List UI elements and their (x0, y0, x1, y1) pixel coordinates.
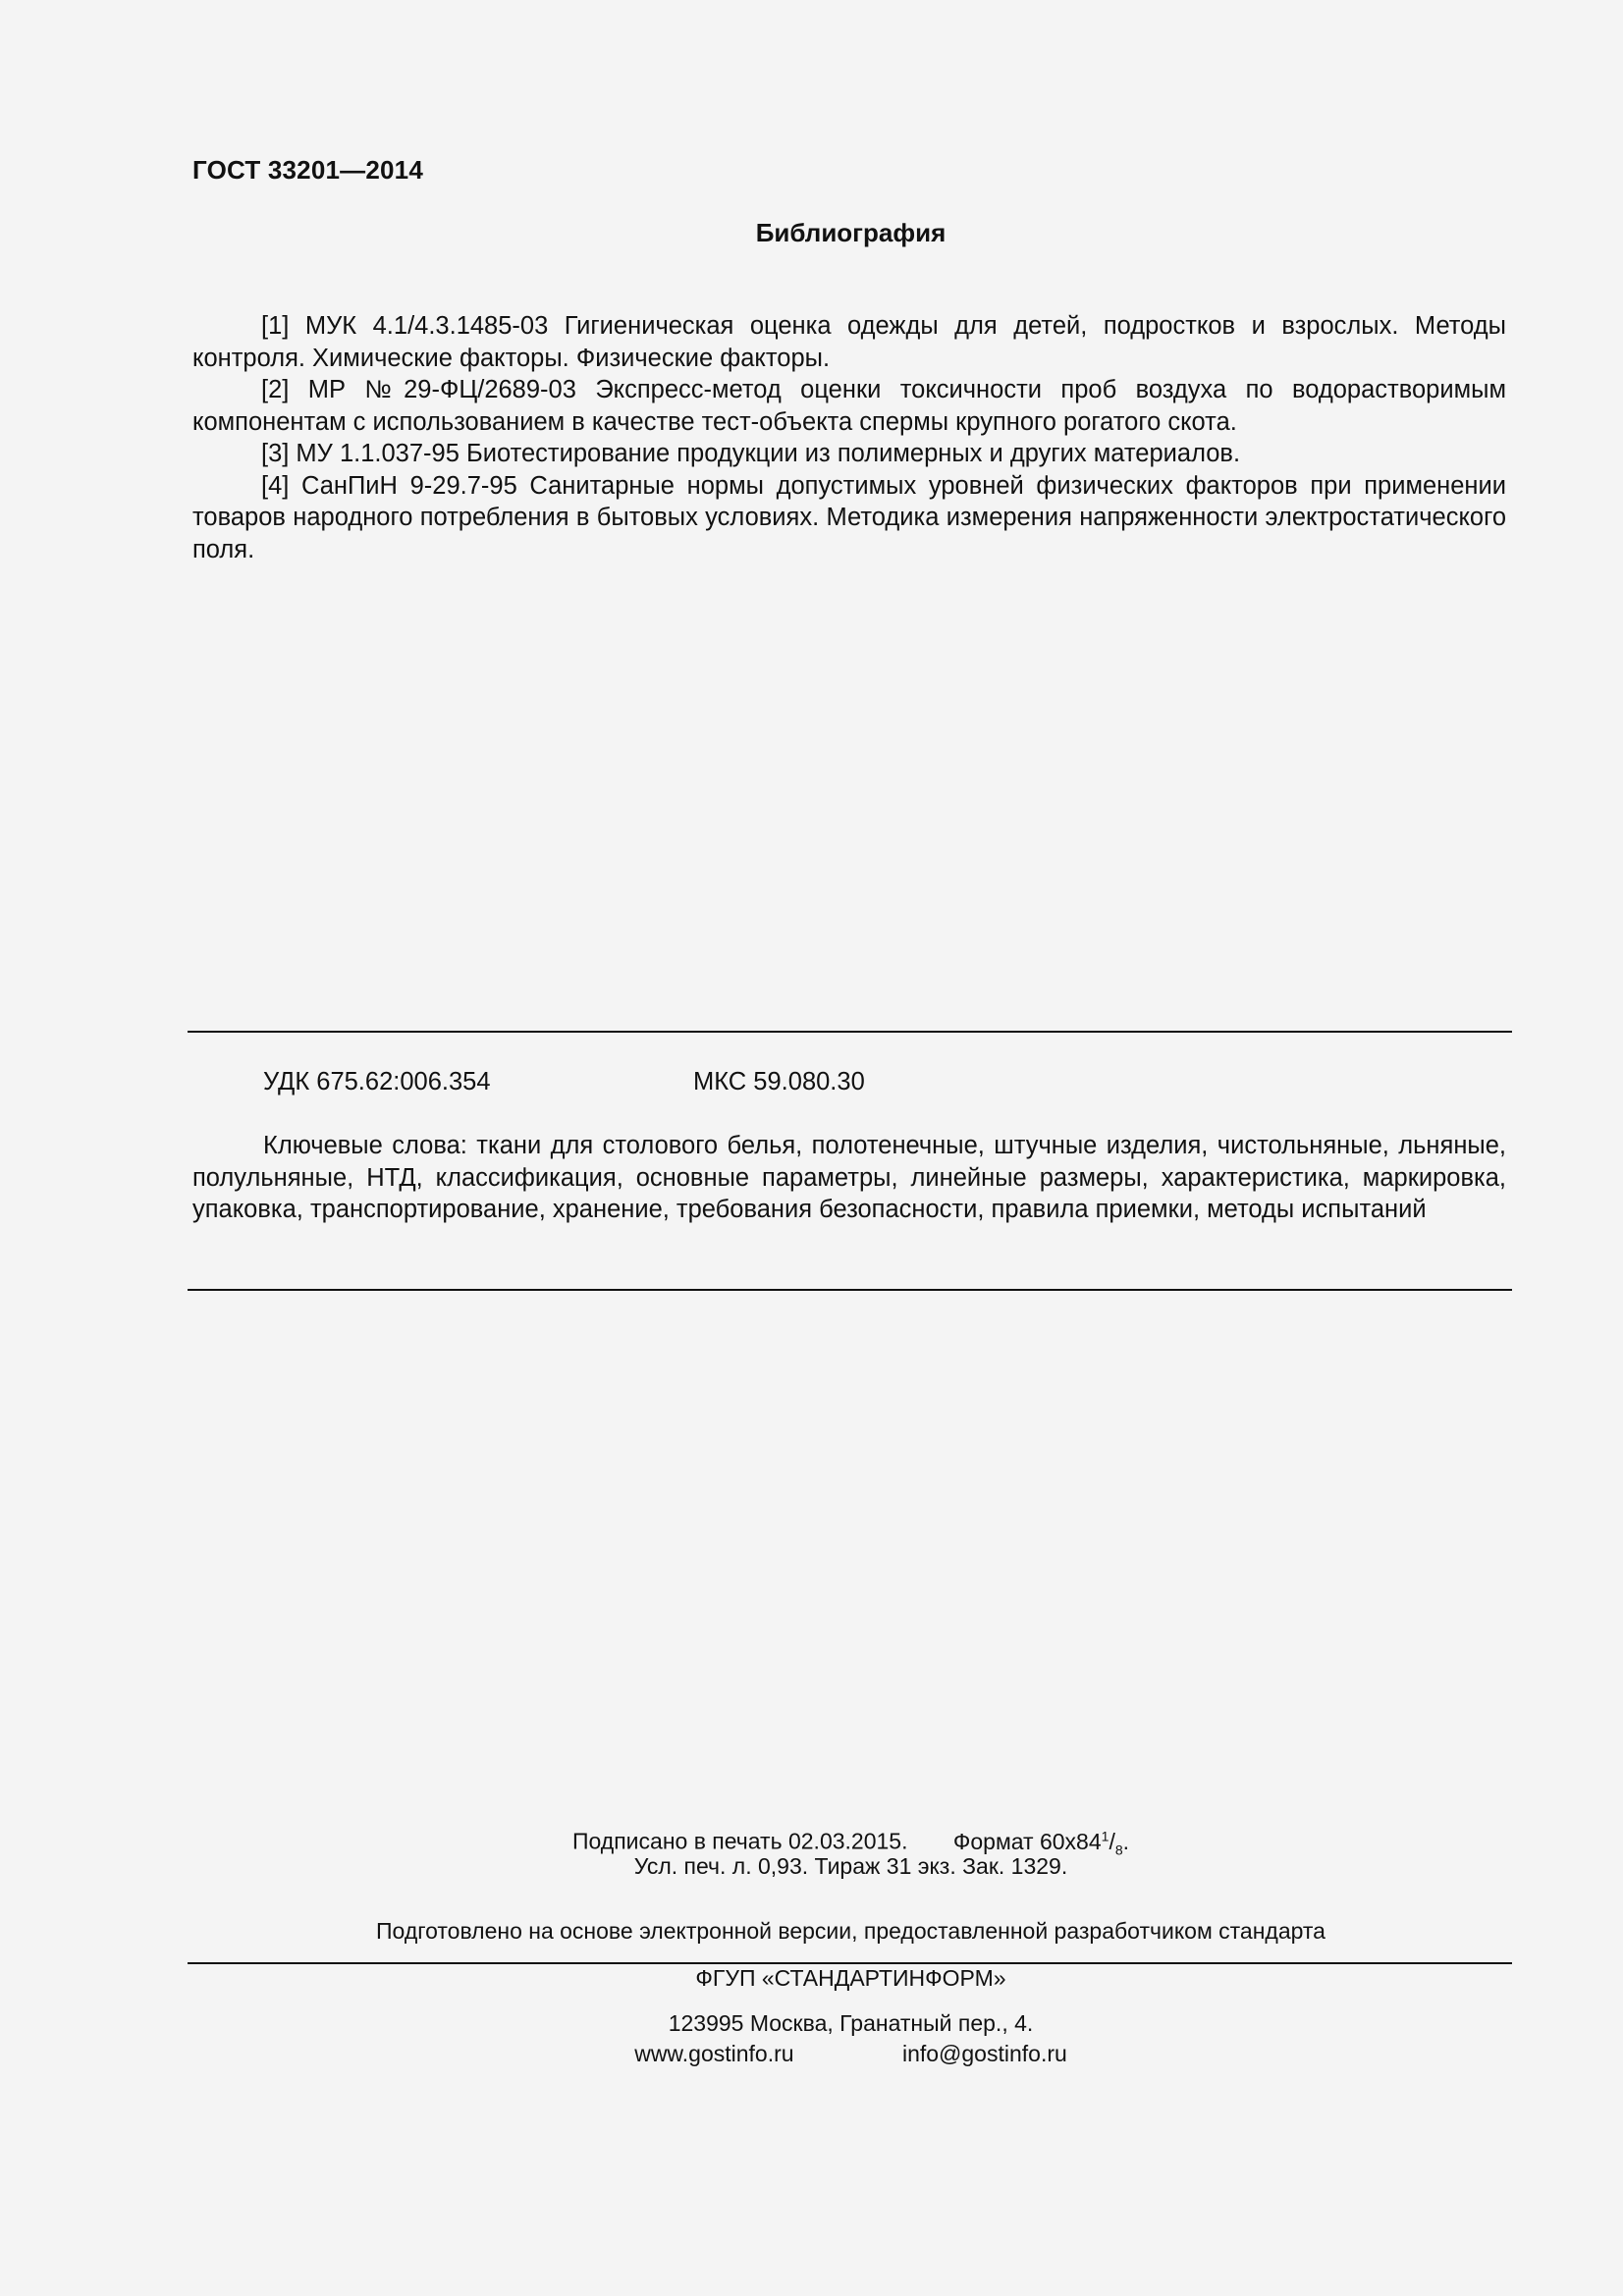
bibliography-item: [2] МР №29-ФЦ/2689-03 Экспресс-метод оценки токсичности проб воздуха по водорастворимым компонентам с использованием в качестве тест-объекта спермы крупного рогатого скота. (192, 376, 1506, 436)
format-prefix: Формат 60x84 (952, 1828, 1102, 1854)
publisher-contacts (0, 2039, 1623, 2068)
format-slash: / (1109, 1828, 1115, 1854)
format-suffix: . (1122, 1828, 1130, 1854)
website-link[interactable]: www.gostinfo.ru (634, 2041, 794, 2066)
format-denominator: 8 (1114, 1842, 1123, 1858)
print-info: Усл. печ. л. 0,93. Тираж 31 экз. Зак. 1329. (633, 1853, 1068, 1879)
signed-date: Подписано в печать 02.03.2015. (571, 1828, 908, 1854)
publisher-name: ФГУП «СТАНДАРТИНФОРМ» (695, 1965, 1006, 1991)
classification-codes (263, 1068, 865, 1096)
keywords: Ключевые слова: ткани для столового белья, полотенечные, штучные изделия, чистольняные, льняные, полульняные, НТД, классификация, основные параметры, линейные размеры, характеристика, маркировка, упаковка, транспортирование, хранение, требования безопасности, правила приемки, методы испытаний (192, 1132, 1506, 1223)
standard-number: ГОСТ 33201—2014 (192, 155, 423, 185)
divider-middle (188, 1289, 1512, 1291)
publisher-address: 123995 Москва, Гранатный пер., 4. (668, 2010, 1034, 2036)
paper-format (952, 1828, 1130, 1858)
bibliography-list (192, 310, 1506, 565)
bibliography-title: Библиография (755, 218, 947, 247)
mks-code: МКС 59.080.30 (693, 1068, 865, 1095)
udk-code: УДК 675.62:006.354 (263, 1068, 491, 1095)
format-numerator: 1 (1101, 1828, 1109, 1843)
divider-top (188, 1031, 1512, 1033)
email-link[interactable]: info@gostinfo.ru (901, 2041, 1067, 2066)
bibliography-item: [3] МУ 1.1.037-95 Биотестирование продукции из полимерных и других материалов. (261, 440, 1241, 467)
bibliography-item: [1] МУК 4.1/4.3.1485-03 Гигиеническая оценка одежды для детей, подростков и взрослых. Методы контроля. Химические факторы. Физические факторы. (192, 312, 1506, 372)
bibliography-item: [4] СанПиН 9-29.7-95 Санитарные нормы допустимых уровней физических факторов при применении товаров народного потребления в бытовых условиях. Методика измерения напряженности электростатического поля. (192, 471, 1506, 563)
prepared-note: Подготовлено на основе электронной версии, предоставленной разработчиком стандарта (376, 1918, 1325, 1944)
